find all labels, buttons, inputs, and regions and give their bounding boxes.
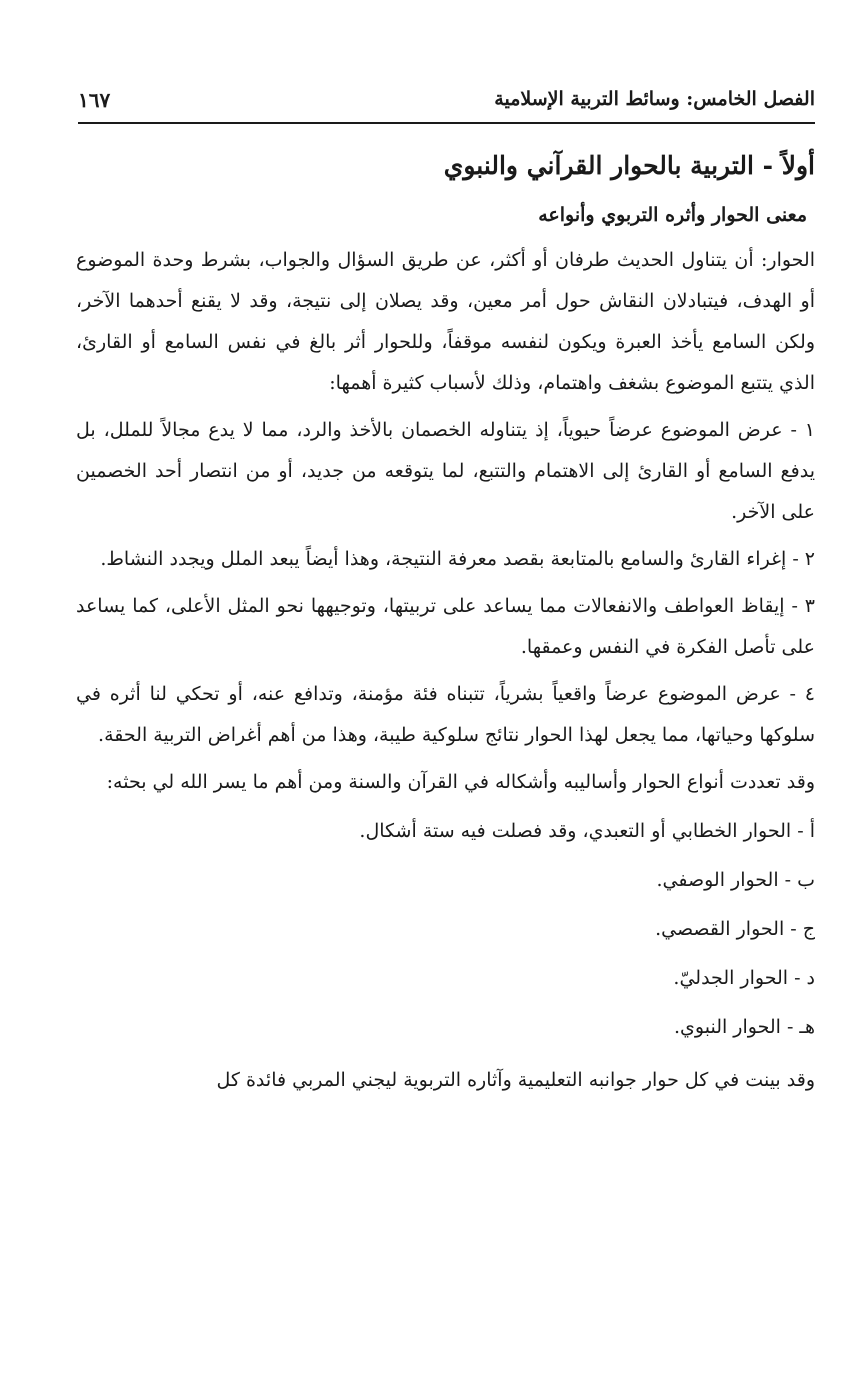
page-body [76, 138, 815, 1101]
list-item: أ - الحوار الخطابي أو التعبدي، وقد فصلت فيه ستة أشكال. [359, 820, 815, 842]
paragraph-reason-2: ٢ - إغراء القارئ والسامع بالمتابعة بقصد معرفة النتيجة، وهذا أيضاً يبعد الملل ويجدد النشاط. [100, 548, 815, 570]
header-divider [78, 122, 815, 124]
paragraph-types-intro: وقد تعددت أنواع الحوار وأساليبه وأشكاله في القرآن والسنة ومن أهم ما يسر الله لي بحثه: [106, 771, 815, 793]
page-number: ١٦٧ [78, 88, 111, 112]
list-item: ب - الحوار الوصفي. [656, 869, 815, 891]
paragraph-reason-3: ٣ - إيقاظ العواطف والانفعالات مما يساعد على تربيتها، وتوجيهها نحو المثل الأعلى، كما يساعد على تأصل الفكرة في النفس وعمقها. [76, 595, 815, 658]
paragraph-reason-4: ٤ - عرض الموضوع عرضاً واقعياً بشرياً، تتبناه فئة مؤمنة، وتدافع عنه، أو تحكي لنا أثره في سلوكها وحياتها، مما يجعل لهذا الحوار نتائج سلوكية طيبة، وهذا من أهم أغراض التربية الحقة. [76, 683, 815, 746]
chapter-title: الفصل الخامس: وسائط التربية الإسلامية [494, 88, 815, 110]
section-heading: أولاً - التربية بالحوار القرآني والنبوي [443, 151, 815, 180]
list-item: هـ - الحوار النبوي. [674, 1016, 815, 1038]
list-item: ج - الحوار القصصي. [655, 918, 815, 940]
running-header [78, 84, 815, 124]
dialogue-types-list [76, 807, 815, 1052]
subsection-heading: معنى الحوار وأثره التربوي وأنواعه [538, 204, 807, 226]
list-item: د - الحوار الجدليّ. [673, 967, 815, 989]
paragraph-reason-1: ١ - عرض الموضوع عرضاً حيوياً، إذ يتناوله الخصمان بالأخذ والرد، مما لا يدع مجالاً للملل، بل يدفع السامع أو القارئ إلى الاهتمام والتتبع، لما يتوقعه من جديد، أو من انتصار أحد الخصمين على الآخر. [76, 419, 815, 523]
paragraph-definition: الحوار: أن يتناول الحديث طرفان أو أكثر، عن طريق السؤال والجواب، بشرط وحدة الموضوع أو الهدف، فيتبادلان النقاش حول أمر معين، وقد يصلان إلى نتيجة، وقد لا يقنع أحدهما الآخر، ولكن السامع يأخذ العبرة ويكون لنفسه موقفاً، وللحوار أثر بالغ في نفس السامع أو القارئ، الذي يتتبع الموضوع بشغف واهتمام، وذلك لأسباب كثيرة أهمها: [76, 249, 815, 394]
paragraph-closing: وقد بينت في كل حوار جوانبه التعليمية وآثاره التربوية ليجني المربي فائدة كل [216, 1069, 815, 1091]
